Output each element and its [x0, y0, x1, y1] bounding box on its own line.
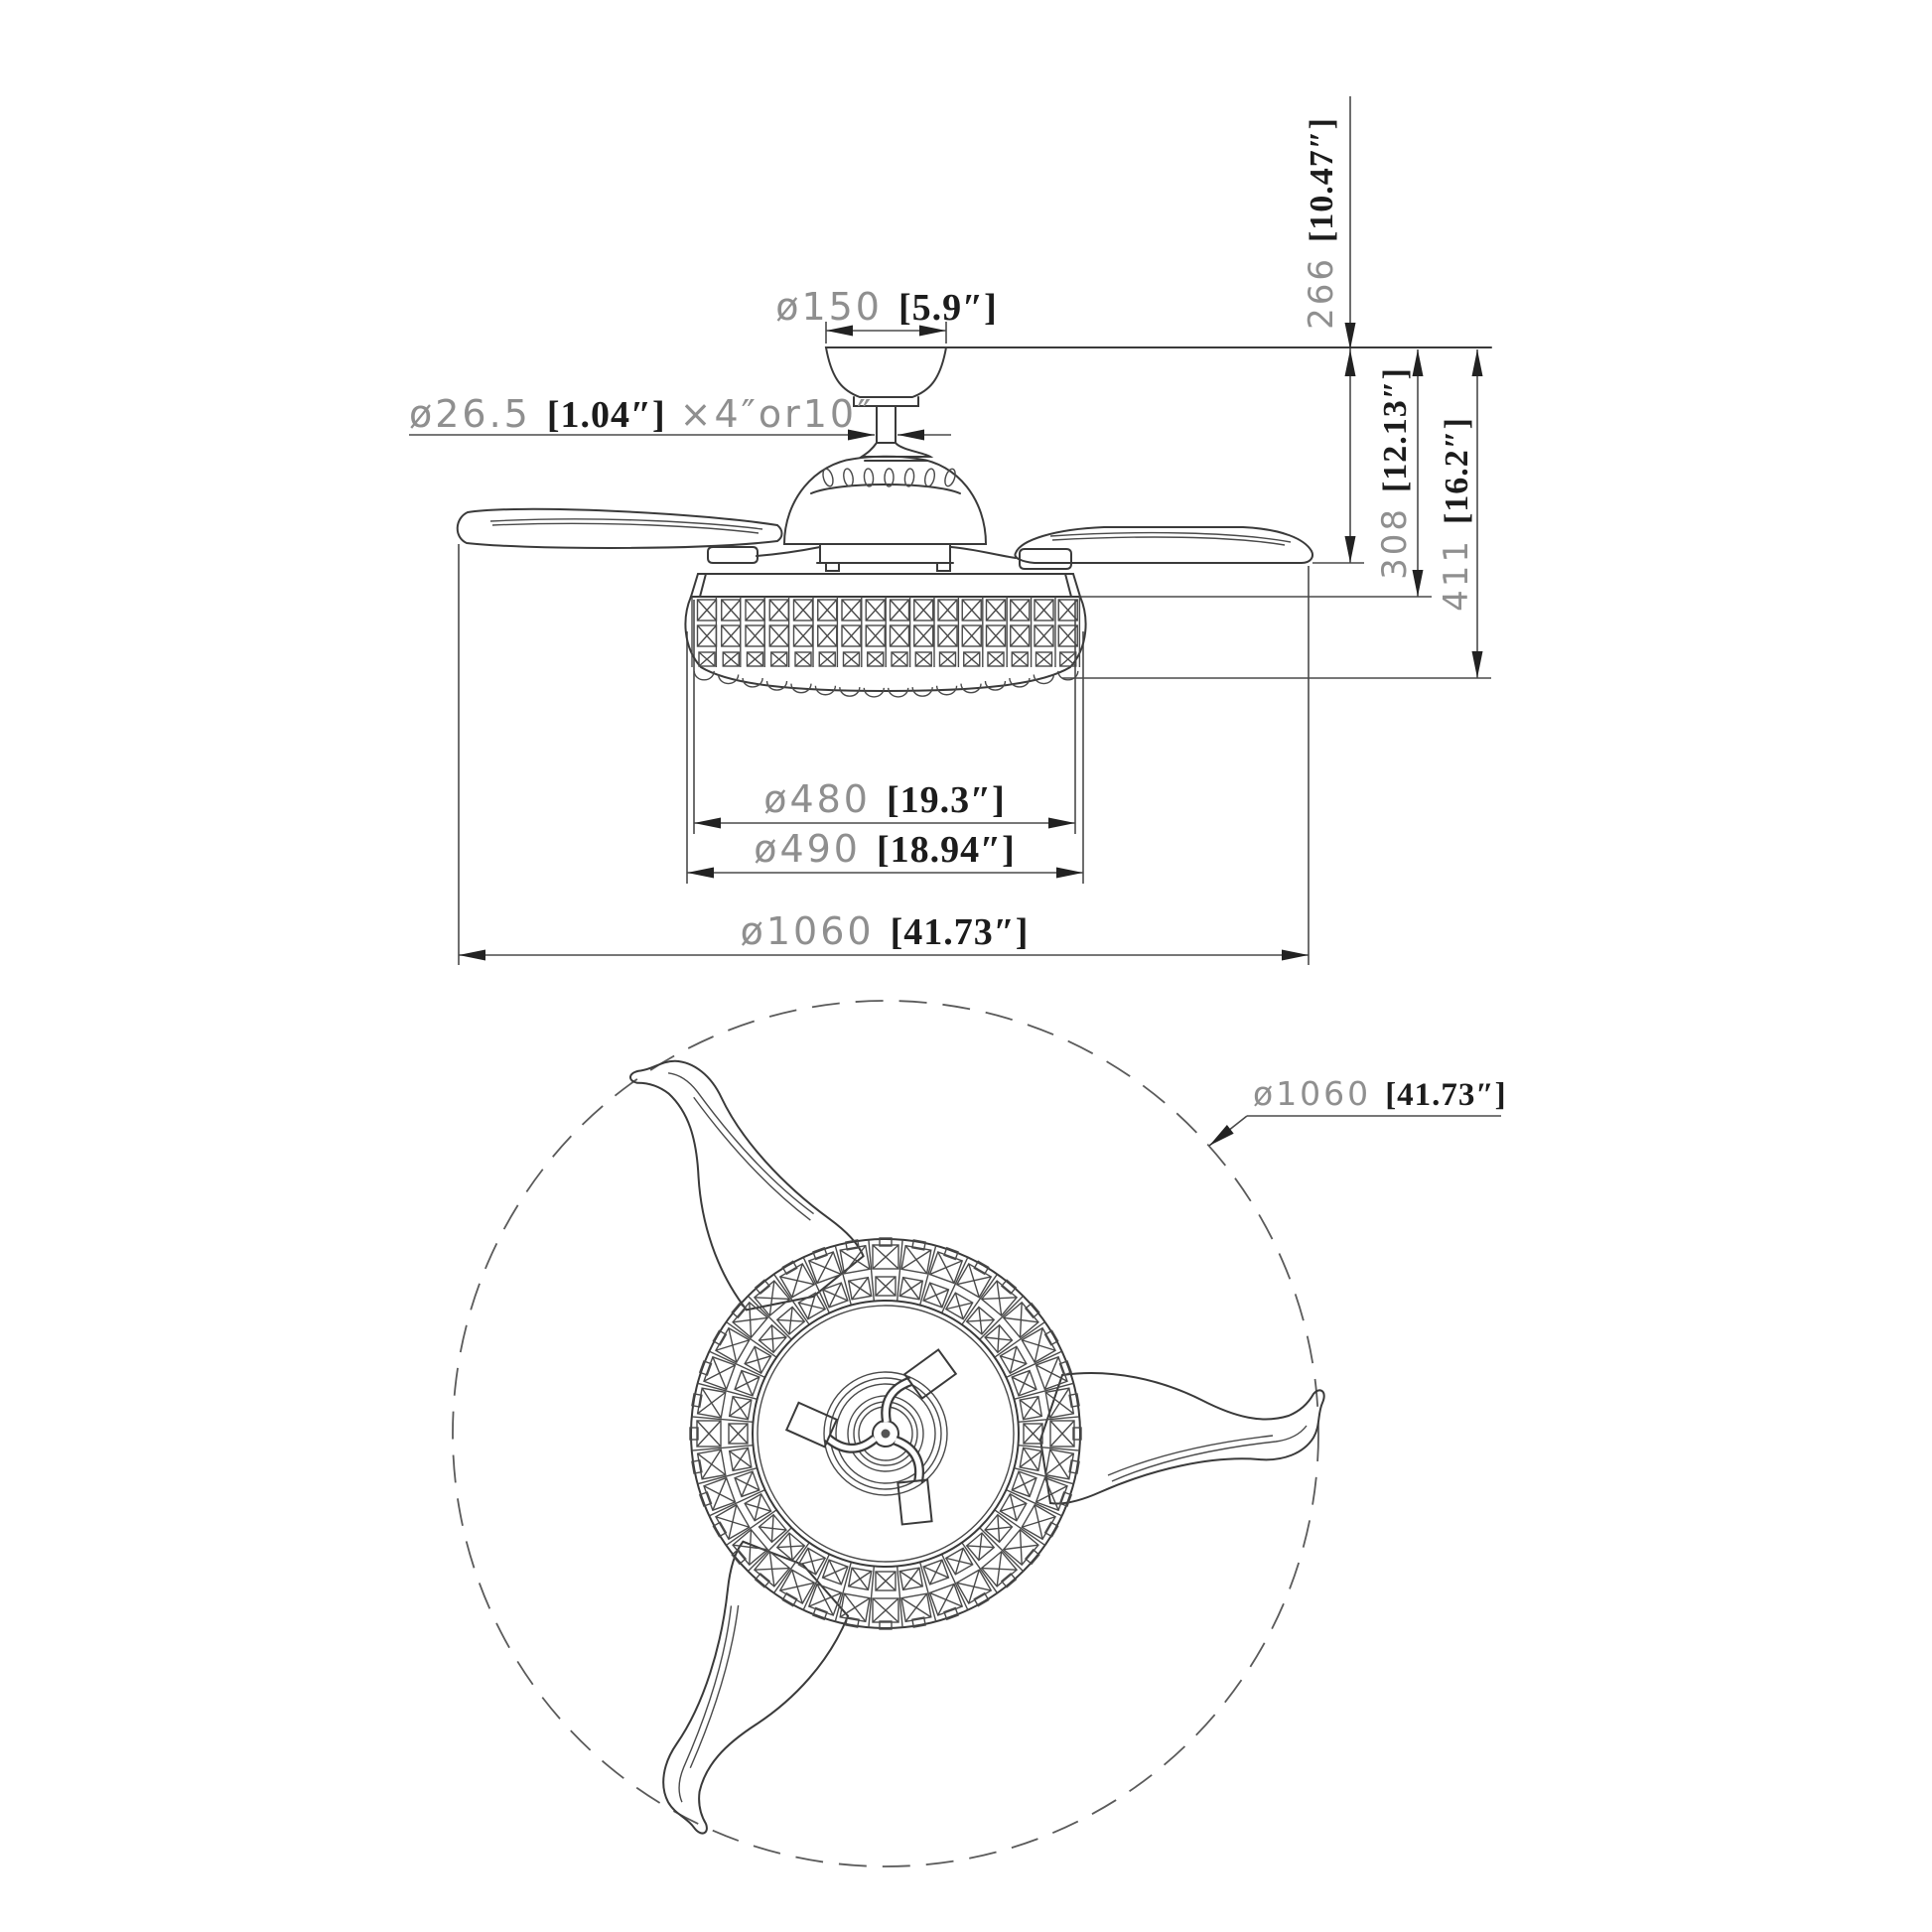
drawing-shape — [777, 1379, 875, 1475]
drawing-shape — [735, 1371, 759, 1396]
drawing-shape — [923, 468, 936, 487]
drawing-shape — [811, 484, 960, 493]
drawing-shape — [897, 430, 924, 441]
drawing-shape — [873, 1572, 898, 1629]
drawing-shape — [735, 1471, 759, 1496]
drawing-shape — [889, 688, 908, 697]
drawing-shape — [1345, 536, 1356, 563]
drawing-shape — [687, 868, 714, 879]
drawing-shape — [1040, 1373, 1324, 1503]
dimension-arrows — [459, 323, 1483, 1150]
height-to-canopy-label: 266[10.47″] — [1302, 117, 1341, 330]
drawing-shape — [784, 457, 986, 544]
drawing-shape — [821, 468, 835, 487]
drawing-shape — [1065, 574, 1071, 597]
drawing-shape — [708, 547, 758, 563]
drawing-shape — [1056, 868, 1083, 879]
drawing-shape — [944, 1608, 958, 1620]
drawing-shape — [1012, 1371, 1036, 1396]
downrod-diameter-label: ø26.5 [1.04″] ×4″or10″ — [409, 392, 875, 436]
drawing-shape — [700, 1492, 712, 1506]
bottom-view — [453, 1001, 1324, 1866]
drawing-shape — [757, 547, 820, 556]
drawing-shape — [862, 443, 930, 457]
drawing-shape — [1024, 1421, 1081, 1447]
drawing-shape — [459, 950, 485, 961]
height-total-label: 411[16.2″] — [1437, 417, 1476, 612]
drawing-shape — [937, 563, 950, 571]
canopy-diameter-label: ø150 [5.9″] — [775, 285, 998, 329]
drawing-shape — [1052, 537, 1285, 545]
drawing-shape — [923, 1560, 948, 1585]
drawing-shape — [882, 1430, 891, 1439]
drawing-shape — [1282, 950, 1309, 961]
sweep-diameter-bottom-label: ø1060 [41.73″] — [1253, 1074, 1507, 1113]
drawing-shape — [606, 1533, 861, 1844]
drawing-shape — [1413, 349, 1424, 376]
drawing-shape — [614, 1019, 869, 1329]
drawing-shape — [691, 574, 1080, 597]
sweep-diameter-side-label: ø1060 [41.73″] — [740, 909, 1030, 953]
drawing-shape — [923, 1283, 948, 1308]
drawing-shape — [458, 509, 782, 548]
drawing-shape — [700, 574, 706, 597]
drawing-shape — [873, 1238, 898, 1296]
drawing-shape — [1060, 1361, 1072, 1375]
drawing-shape — [826, 347, 946, 397]
drawing-shape — [1020, 549, 1071, 569]
drawing-shape — [1472, 651, 1483, 678]
drawing-shape — [690, 1421, 748, 1447]
light-diameter-label: ø480 [19.3″] — [763, 777, 1006, 821]
drawing-shape — [1012, 1471, 1036, 1496]
drawing-shape — [944, 1248, 958, 1260]
drawing-shape — [886, 1350, 956, 1422]
drawing-shape — [1060, 1492, 1072, 1506]
drawing-shape — [700, 1361, 712, 1375]
drawing-shape — [1345, 349, 1356, 376]
drawing-shape — [826, 563, 839, 571]
height-mid-label: 308[12.13″] — [1375, 367, 1415, 580]
drawing-shape — [817, 544, 953, 563]
drawing-shape — [864, 688, 884, 697]
drawing-shape — [1048, 818, 1075, 829]
drawing-shape — [951, 547, 1016, 558]
drawing-shape — [842, 468, 854, 486]
body-diameter-label: ø490 [18.94″] — [754, 827, 1016, 871]
drawing-shape — [813, 1248, 827, 1260]
drawing-shape — [813, 1608, 827, 1620]
drawing-shape — [1345, 323, 1356, 349]
drawing-shape — [1472, 349, 1483, 376]
drawing-shape — [823, 1560, 848, 1585]
drawing-shape — [694, 818, 721, 829]
